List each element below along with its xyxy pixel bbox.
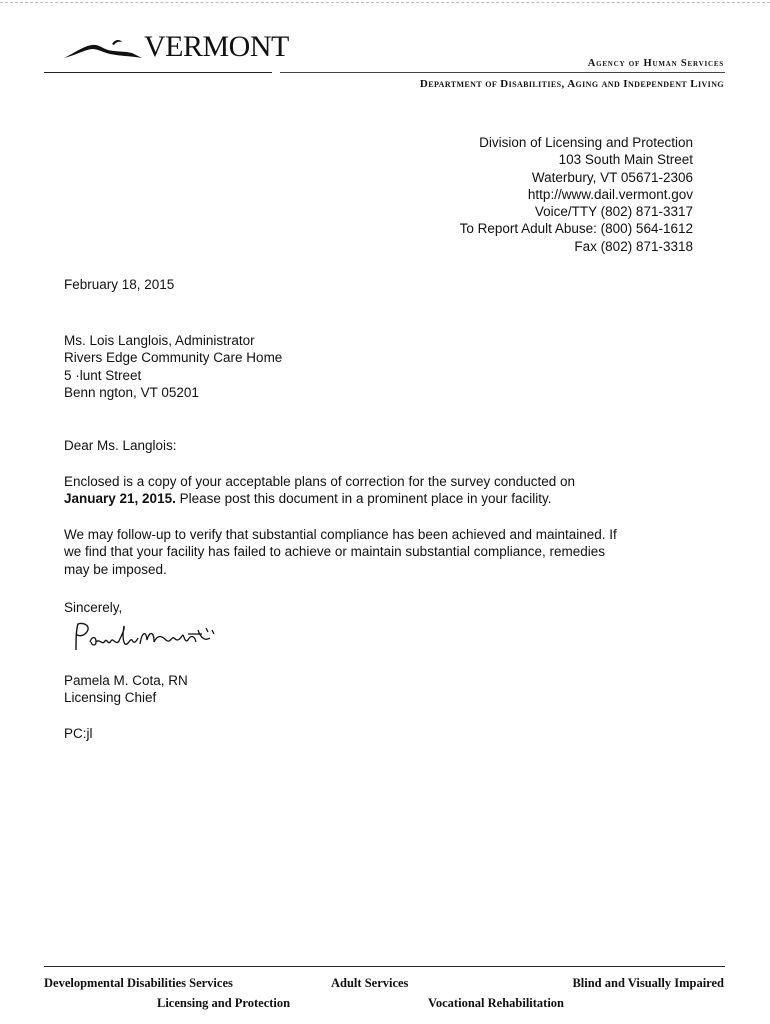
paragraph-text: Please post this document in a prominent place in your facility. bbox=[175, 491, 552, 507]
signer-name: Pamela M. Cota, RN bbox=[64, 673, 188, 688]
recipient-line: Ms. Lois Langlois, Administrator bbox=[64, 333, 255, 348]
footer-item: Blind and Visually Impaired bbox=[572, 976, 724, 990]
closing: Sincerely, bbox=[64, 600, 123, 615]
recipient-address bbox=[64, 332, 704, 401]
address-line: To Report Adult Abuse: (800) 564-1612 bbox=[459, 221, 693, 237]
recipient-line: Benn ngton, VT 05201 bbox=[64, 384, 199, 400]
header-rule-left bbox=[44, 72, 272, 73]
address-line: Fax (802) 871-3318 bbox=[574, 238, 693, 254]
reference-initials: PC:jl bbox=[64, 726, 93, 741]
footer-item: Licensing and Protection bbox=[157, 996, 291, 1010]
mountain-icon bbox=[62, 36, 144, 62]
address-line: Division of Licensing and Protection bbox=[479, 135, 693, 150]
paragraph-line: may be imposed. bbox=[64, 561, 167, 577]
agency-name: Agency of Human Services bbox=[587, 58, 724, 69]
signer-title: Licensing Chief bbox=[64, 690, 157, 706]
paragraph-line: Enclosed is a copy of your acceptable plans of correction for the survey conducted on bbox=[64, 474, 576, 489]
salutation: Dear Ms. Langlois: bbox=[64, 438, 177, 453]
footer-item: Adult Services bbox=[331, 976, 409, 990]
paragraph-enclosure bbox=[64, 473, 704, 508]
footer-item: Vocational Rehabilitation bbox=[428, 996, 565, 1010]
department-name: Department of Disabilities, Aging and Independent Living bbox=[419, 78, 724, 90]
paragraph-line: we find that your facility has failed to achieve or maintain substantial compliance, remedies bbox=[64, 544, 606, 560]
handwritten-signature bbox=[70, 620, 220, 660]
sender-address bbox=[460, 134, 693, 255]
signer-block bbox=[64, 672, 704, 707]
address-line: Waterbury, VT 05671-2306 bbox=[531, 169, 693, 185]
header-rule-right bbox=[280, 72, 725, 73]
letter-date: February 18, 2015 bbox=[64, 277, 175, 292]
paragraph-line bbox=[64, 490, 704, 507]
address-line: Voice/TTY (802) 871-3317 bbox=[534, 204, 693, 220]
survey-date: January 21, 2015. bbox=[64, 491, 176, 507]
paragraph-follow-up bbox=[64, 526, 704, 578]
address-line: http://www.dail.vermont.gov bbox=[527, 186, 693, 202]
paragraph-line: We may follow-up to verify that substantial compliance has been achieved and maintained. If bbox=[64, 527, 617, 542]
footer-rule bbox=[44, 966, 725, 967]
recipient-line: 5 ·lunt Street bbox=[64, 367, 142, 383]
logo-text: VERMONT bbox=[144, 30, 289, 63]
footer-item: Developmental Disabilities Services bbox=[44, 976, 233, 990]
top-scan-line bbox=[0, 2, 770, 3]
recipient-line: Rivers Edge Community Care Home bbox=[64, 350, 283, 366]
address-line: 103 South Main Street bbox=[558, 152, 693, 168]
